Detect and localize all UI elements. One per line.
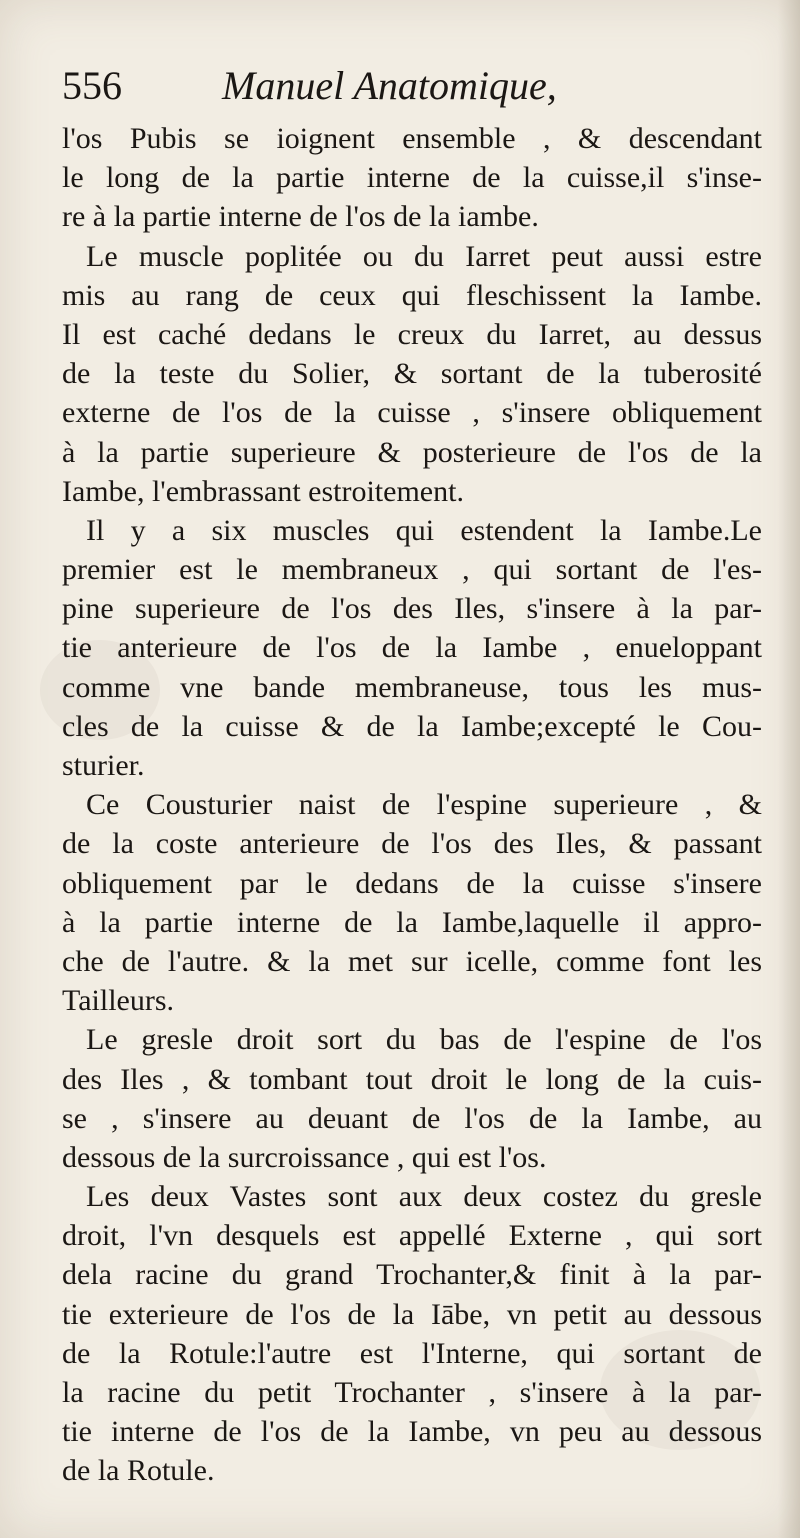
text-line: cles de la cuisse & de la Iambe;excepté le Cou-	[62, 709, 762, 743]
text-line: des Iles , & tombant tout droit le long de la cuis-	[62, 1062, 762, 1096]
text-line: la racine du petit Trochanter , s'insere à la par-	[62, 1376, 762, 1409]
running-title: Manuel Anatomique,	[222, 63, 557, 108]
text-line: à la partie superieure & posterieure de l'os de la	[62, 435, 762, 469]
text-line: Tailleurs.	[62, 984, 175, 1018]
text-line: Il y a six muscles qui estendent la Iambe.Le	[86, 513, 762, 547]
text-line: Il est caché dedans le creux du Iarret, au dessus	[62, 317, 762, 351]
text-line: l'os Pubis se ioignent ensemble , & descendant	[62, 122, 762, 155]
text-line: tie interne de l'os de la Iambe, vn peu au dessous	[62, 1415, 762, 1449]
text-line: de la Rotule.	[62, 1454, 215, 1488]
text-line: che de l'autre. & la met sur icelle, comme font les	[62, 944, 762, 978]
text-line: de la teste du Solier, & sortant de la tuberosité	[62, 357, 762, 391]
text-line: re à la partie interne de l'os de la iambe.	[62, 200, 539, 234]
text-line: sturier.	[62, 749, 145, 782]
text-line: Ce Cousturier naist de l'espine superieure , &	[86, 788, 762, 822]
body-text	[62, 119, 762, 1491]
text-line: se , s'insere au deuant de l'os de la Iambe, au	[62, 1101, 762, 1135]
text-line: comme vne bande membraneuse, tous les mus-	[62, 670, 762, 704]
text-line: dessous de la surcroissance , qui est l'os.	[62, 1140, 547, 1174]
page-number: 556	[62, 63, 122, 108]
text-line: dela racine du grand Trochanter,& finit à la par-	[62, 1258, 762, 1292]
text-line: Le gresle droit sort du bas de l'espine de l'os	[86, 1023, 762, 1057]
text-line: Iambe, l'embrassant estroitement.	[62, 474, 464, 508]
text-line: externe de l'os de la cuisse , s'insere obliquement	[62, 396, 762, 430]
text-line: pine superieure de l'os des Iles, s'insere à la par-	[62, 592, 762, 626]
text-line: à la partie interne de la Iambe,laquelle il appro-	[62, 905, 762, 939]
text-line: premier est le membraneux , qui sortant de l'es-	[62, 553, 762, 587]
text-line: de la coste anterieure de l'os des Iles, & passant	[62, 827, 762, 861]
text-line: droit, l'vn desquels est appellé Externe , qui sort	[62, 1219, 762, 1253]
text-line: de la Rotule:l'autre est l'Interne, qui sortant de	[62, 1336, 762, 1370]
page-header	[62, 58, 752, 114]
text-line: le long de la partie interne de la cuisse,il s'inse-	[62, 161, 762, 195]
text-line: Les deux Vastes sont aux deux costez du gresle	[86, 1180, 762, 1214]
text-line: tie exterieure de l'os de la Iābe, vn petit au dessous	[62, 1297, 762, 1331]
text-line: Le muscle poplitée ou du Iarret peut aussi estre	[86, 239, 762, 273]
text-line: mis au rang de ceux qui fleschissent la Iambe.	[62, 278, 762, 312]
text-line: tie anterieure de l'os de la Iambe , enueloppant	[62, 631, 762, 665]
text-line: obliquement par le dedans de la cuisse s'insere	[62, 866, 762, 900]
